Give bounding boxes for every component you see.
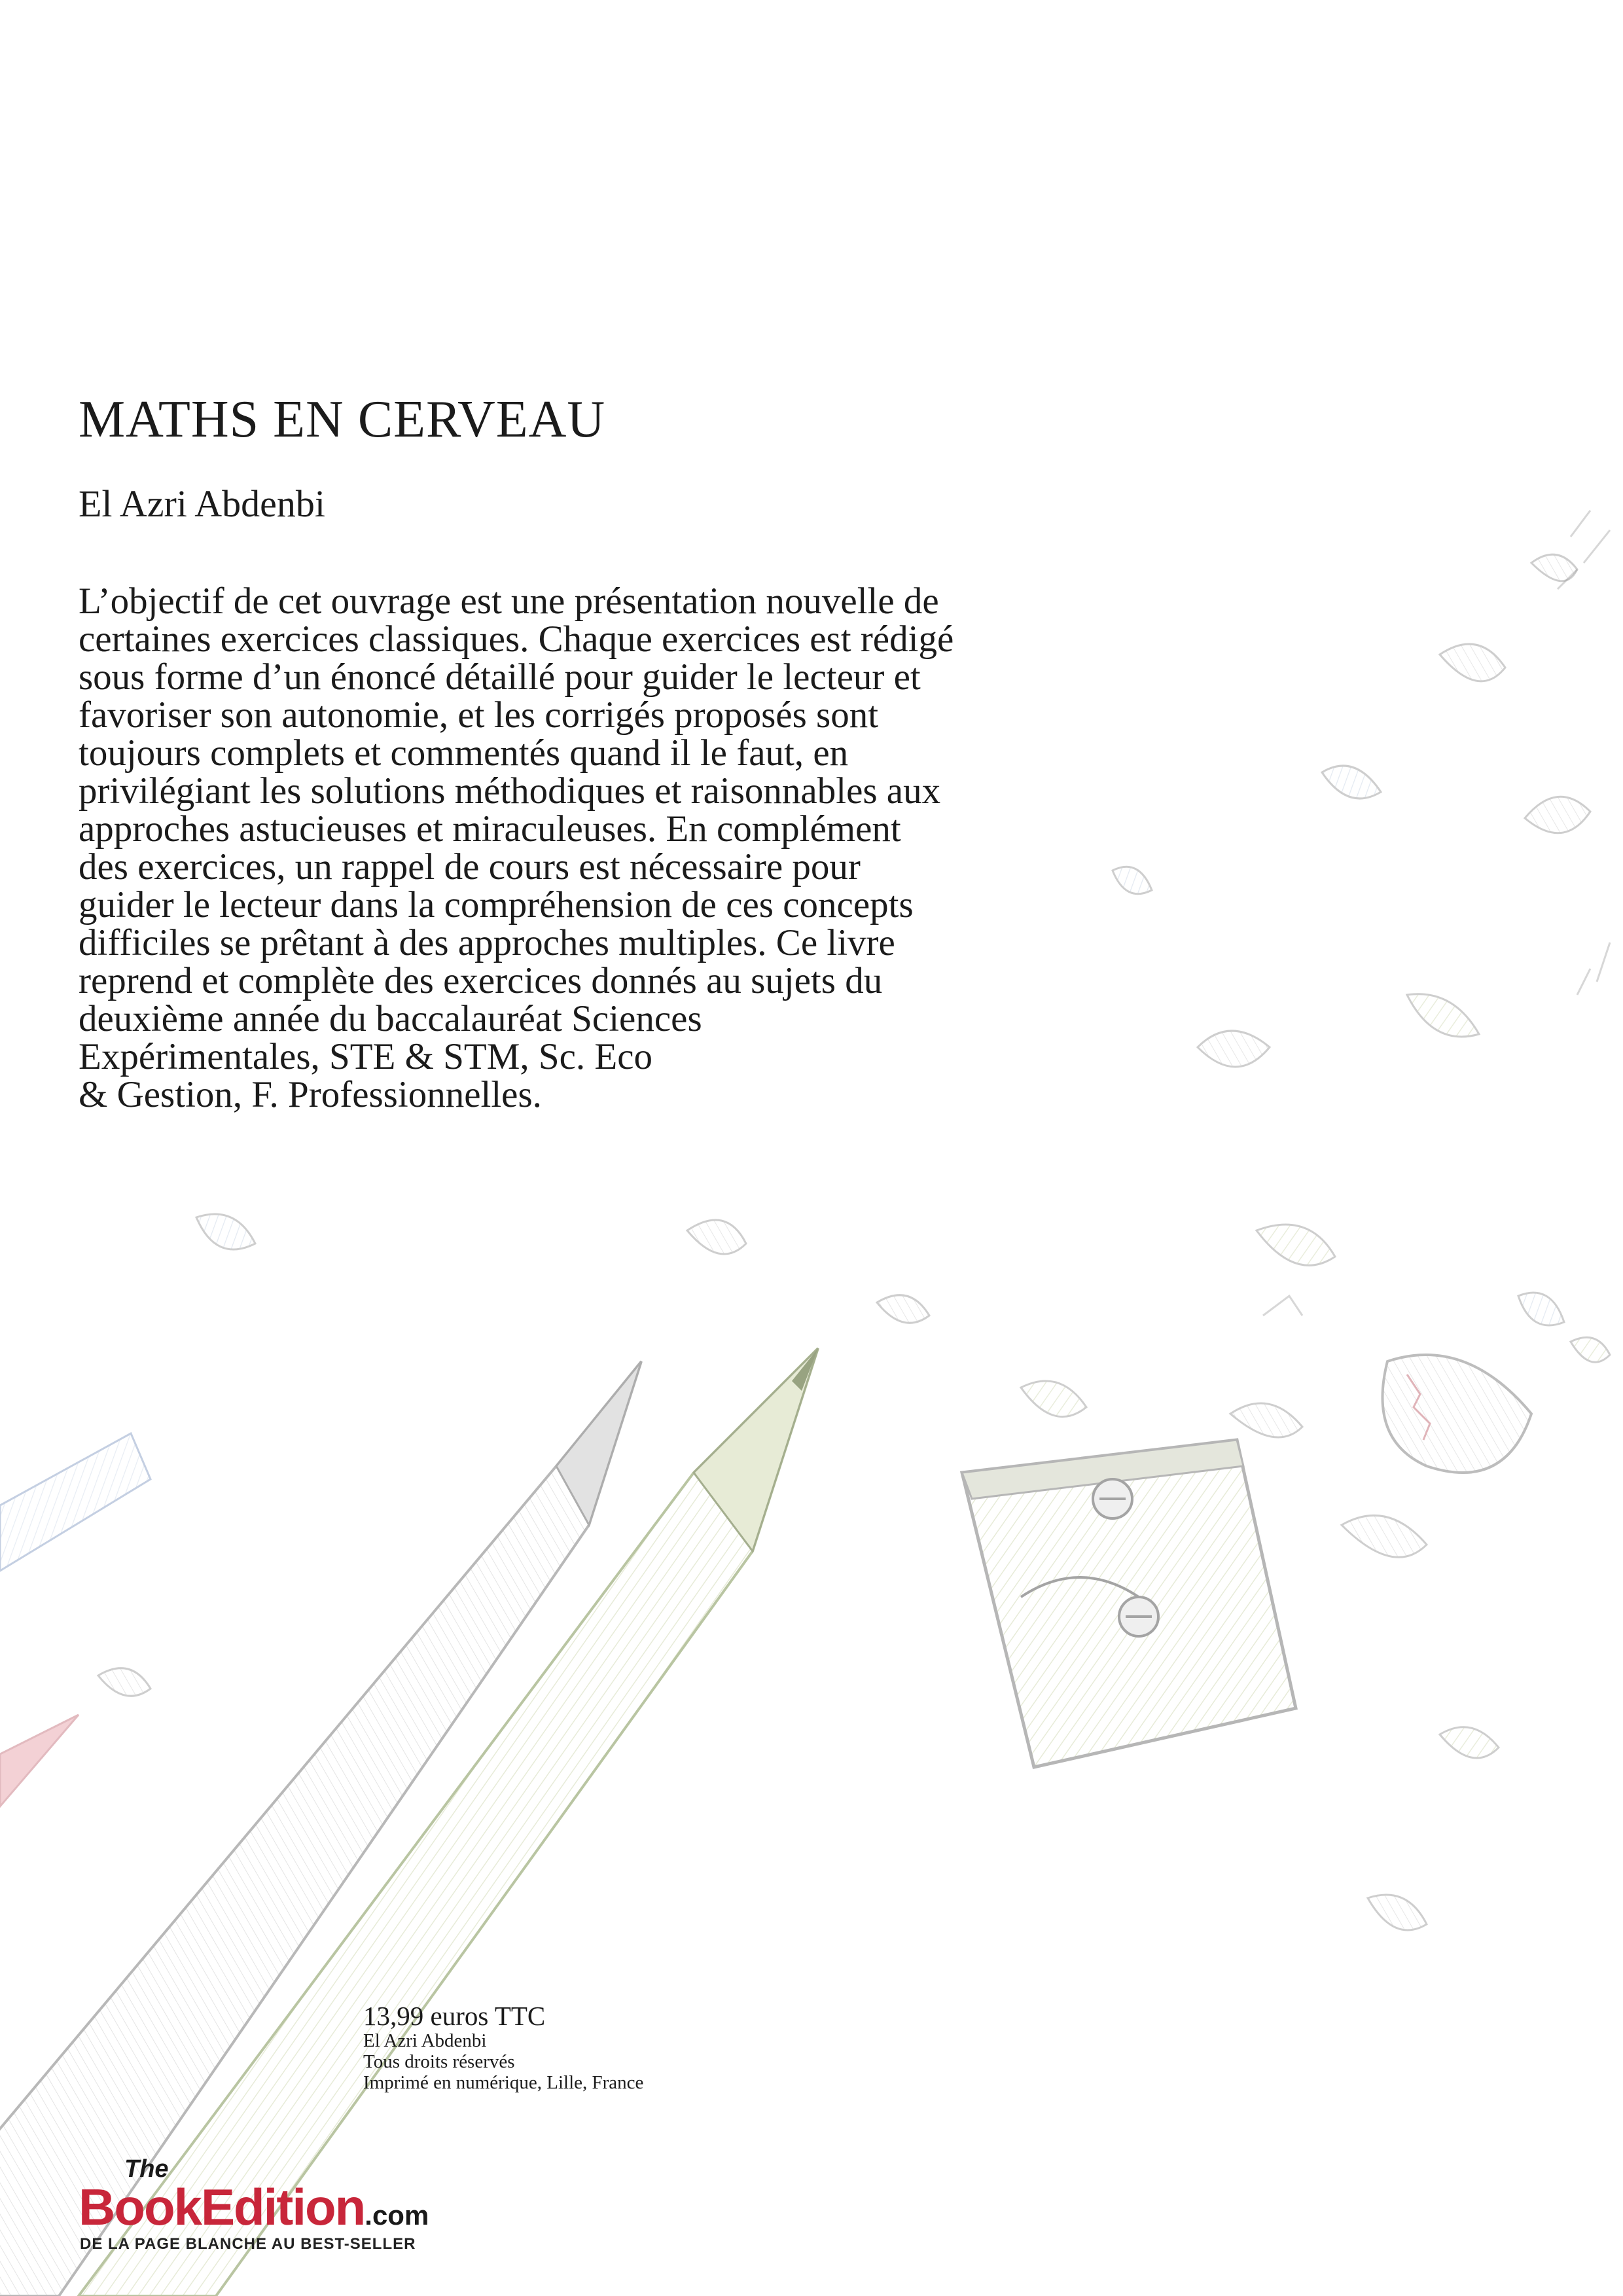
description-line: certaines exercices classiques. Chaque exercices est rédigé [79,619,954,660]
logo-brand-name: BookEdition [79,2178,365,2236]
description-line: reprend et complète des exercices donnés au sujets du [79,960,883,1001]
description-line: L’objectif de cet ouvrage est une présentation nouvelle de [79,581,939,622]
description-line: difficiles se prêtant à des approches multiples. Ce livre [79,922,895,963]
description-line: deuxième année du baccalauréat Sciences [79,998,702,1039]
book-description [79,583,1230,1114]
description-line: approches astucieuses et miraculeuses. En complément [79,808,901,850]
description-line: Expérimentales, STE & STM, Sc. Eco [79,1036,653,1077]
logo-brand [79,2178,429,2237]
description-line: & Gestion, F. Professionnelles. [79,1074,542,1115]
rights-notice: Tous droits réservés [363,2051,515,2072]
colophon-author: El Azri Abdenbi [363,2030,487,2051]
description-line: favoriser son autonomie, et les corrigés proposés sont [79,694,879,736]
logo-domain: .com [365,2200,429,2231]
description-line: sous forme d’un énoncé détaillé pour guider le lecteur et [79,656,921,698]
description-line: guider le lecteur dans la compréhension de ces concepts [79,884,914,925]
logo-tagline: DE LA PAGE BLANCHE AU BEST-SELLER [80,2235,416,2253]
book-title: MATHS EN CERVEAU [79,391,606,448]
publisher-logo [79,2155,471,2253]
colophon [363,2001,643,2093]
print-info: Imprimé en numérique, Lille, France [363,2072,644,2093]
logo-the: The [124,2155,169,2183]
description-line: privilégiant les solutions méthodiques et raisonnables aux [79,770,941,812]
book-author: El Azri Abdenbi [79,482,325,525]
description-line: des exercices, un rappel de cours est nécessaire pour [79,846,861,888]
price: 13,99 euros TTC [363,2001,546,2031]
description-line: toujours complets et commentés quand il le faut, en [79,732,849,774]
